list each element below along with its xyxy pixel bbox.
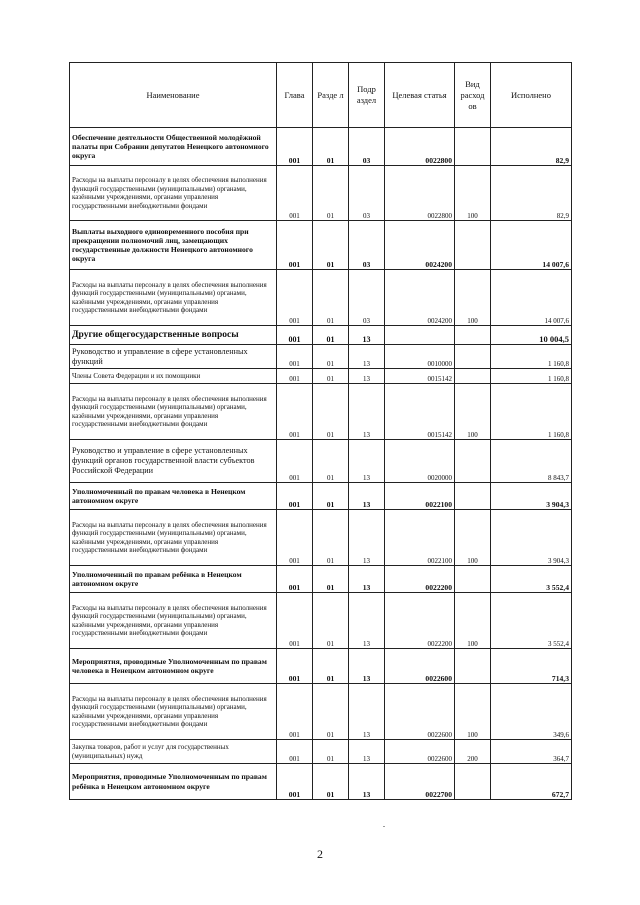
table-row xyxy=(70,166,572,221)
row-done: 82,9 xyxy=(491,166,572,221)
row-name: Расходы на выплаты персоналу в целях обеспечения выполнения функций государственными (муниципальными) органами, казёнными учреждениями, органами управления государственными внебюджетными фондами xyxy=(70,384,277,440)
row-vid xyxy=(455,326,491,345)
row-razdel: 01 xyxy=(313,764,349,800)
row-glava: 001 xyxy=(277,566,313,593)
row-vid: 100 xyxy=(455,684,491,740)
row-target: 0010000 xyxy=(385,345,455,369)
row-glava: 001 xyxy=(277,369,313,384)
row-glava: 001 xyxy=(277,649,313,684)
row-podrazdel: 13 xyxy=(349,566,385,593)
row-podrazdel: 03 xyxy=(349,270,385,326)
row-name: Другие общегосударственные вопросы xyxy=(70,326,277,345)
table-row xyxy=(70,345,572,369)
row-glava: 001 xyxy=(277,740,313,764)
row-name: Члены Совета Федерации и их помощники xyxy=(70,369,277,384)
table-row xyxy=(70,764,572,800)
row-vid: 100 xyxy=(455,593,491,649)
table-row xyxy=(70,440,572,483)
row-done: 3 904,3 xyxy=(491,483,572,510)
row-razdel: 01 xyxy=(313,510,349,566)
header-podrazdel: Подр аздел xyxy=(349,63,385,128)
row-razdel: 01 xyxy=(313,369,349,384)
row-podrazdel: 13 xyxy=(349,740,385,764)
row-glava: 001 xyxy=(277,345,313,369)
table-row xyxy=(70,740,572,764)
table-row xyxy=(70,649,572,684)
row-done: 364,7 xyxy=(491,740,572,764)
row-razdel: 01 xyxy=(313,166,349,221)
row-target: 0022600 xyxy=(385,684,455,740)
row-podrazdel: 13 xyxy=(349,510,385,566)
row-done: 1 160,8 xyxy=(491,384,572,440)
row-target: 0024200 xyxy=(385,221,455,270)
row-podrazdel: 13 xyxy=(349,345,385,369)
table-row xyxy=(70,128,572,166)
row-target xyxy=(385,326,455,345)
row-glava: 001 xyxy=(277,221,313,270)
row-target: 0015142 xyxy=(385,369,455,384)
row-done: 672,7 xyxy=(491,764,572,800)
row-target: 0024200 xyxy=(385,270,455,326)
row-done: 1 160,8 xyxy=(491,345,572,369)
row-razdel: 01 xyxy=(313,128,349,166)
row-razdel: 01 xyxy=(313,221,349,270)
row-name: Уполномоченный по правам ребёнка в Ненецком автономном округе xyxy=(70,566,277,593)
row-razdel: 01 xyxy=(313,440,349,483)
header-executed: Исполнено xyxy=(491,63,572,128)
header-target-article: Целевая статья xyxy=(385,63,455,128)
row-vid xyxy=(455,566,491,593)
row-glava: 001 xyxy=(277,166,313,221)
row-glava: 001 xyxy=(277,326,313,345)
row-podrazdel: 03 xyxy=(349,221,385,270)
row-target: 0022100 xyxy=(385,483,455,510)
row-name: Расходы на выплаты персоналу в целях обеспечения выполнения функций государственными (муниципальными) органами, казёнными учреждениями, органами управления государственными внебюджетными фондами xyxy=(70,510,277,566)
row-name: Расходы на выплаты персоналу в целях обеспечения выполнения функций государственными (муниципальными) органами, казёнными учреждениями, органами управления государственными внебюджетными фондами xyxy=(70,166,277,221)
row-razdel: 01 xyxy=(313,345,349,369)
row-vid: 100 xyxy=(455,166,491,221)
row-glava: 001 xyxy=(277,440,313,483)
row-glava: 001 xyxy=(277,510,313,566)
row-done: 10 004,5 xyxy=(491,326,572,345)
table-row xyxy=(70,384,572,440)
row-name: Закупка товаров, работ и услуг для государственных (муниципальных) нужд xyxy=(70,740,277,764)
row-target: 0022600 xyxy=(385,740,455,764)
table-row xyxy=(70,369,572,384)
row-glava: 001 xyxy=(277,483,313,510)
row-podrazdel: 13 xyxy=(349,326,385,345)
row-glava: 001 xyxy=(277,128,313,166)
row-vid xyxy=(455,128,491,166)
row-podrazdel: 13 xyxy=(349,369,385,384)
row-podrazdel: 13 xyxy=(349,684,385,740)
row-done: 8 843,7 xyxy=(491,440,572,483)
header-glava: Глава xyxy=(277,63,313,128)
row-done: 1 160,8 xyxy=(491,369,572,384)
row-vid: 200 xyxy=(455,740,491,764)
table-row xyxy=(70,510,572,566)
row-glava: 001 xyxy=(277,270,313,326)
row-razdel: 01 xyxy=(313,740,349,764)
row-target: 0022800 xyxy=(385,128,455,166)
row-vid: 100 xyxy=(455,510,491,566)
row-vid xyxy=(455,483,491,510)
header-expense-type: Вид расход ов xyxy=(455,63,491,128)
table-row xyxy=(70,326,572,345)
row-razdel: 01 xyxy=(313,566,349,593)
table-row xyxy=(70,270,572,326)
row-name: Руководство и управление в сфере установленных функций органов государственной власти субъектов Российской Федерации xyxy=(70,440,277,483)
row-vid xyxy=(455,369,491,384)
row-razdel: 01 xyxy=(313,593,349,649)
row-name: Расходы на выплаты персоналу в целях обеспечения выполнения функций государственными (муниципальными) органами, казёнными учреждениями, органами управления государственными внебюджетными фондами xyxy=(70,270,277,326)
row-vid: 100 xyxy=(455,384,491,440)
table-row xyxy=(70,221,572,270)
row-podrazdel: 13 xyxy=(349,649,385,684)
row-podrazdel: 13 xyxy=(349,440,385,483)
row-done: 14 007,6 xyxy=(491,270,572,326)
table-row xyxy=(70,593,572,649)
row-podrazdel: 13 xyxy=(349,483,385,510)
header-name: Наименование xyxy=(70,63,277,128)
row-podrazdel: 13 xyxy=(349,764,385,800)
scan-speck xyxy=(383,826,385,827)
row-glava: 001 xyxy=(277,384,313,440)
row-glava: 001 xyxy=(277,593,313,649)
row-podrazdel: 13 xyxy=(349,384,385,440)
row-target: 0022200 xyxy=(385,566,455,593)
row-vid xyxy=(455,764,491,800)
row-target: 0022700 xyxy=(385,764,455,800)
row-vid xyxy=(455,440,491,483)
page-number: 2 xyxy=(317,847,323,861)
row-done: 3 904,3 xyxy=(491,510,572,566)
row-razdel: 01 xyxy=(313,483,349,510)
row-podrazdel: 13 xyxy=(349,593,385,649)
row-done: 82,9 xyxy=(491,128,572,166)
row-vid xyxy=(455,221,491,270)
row-target: 0022200 xyxy=(385,593,455,649)
row-razdel: 01 xyxy=(313,326,349,345)
row-podrazdel: 03 xyxy=(349,128,385,166)
header-razdel: Разде л xyxy=(313,63,349,128)
row-vid xyxy=(455,649,491,684)
row-target: 0022100 xyxy=(385,510,455,566)
row-done: 14 007,6 xyxy=(491,221,572,270)
row-done: 714,3 xyxy=(491,649,572,684)
row-glava: 001 xyxy=(277,764,313,800)
row-done: 3 552,4 xyxy=(491,566,572,593)
row-razdel: 01 xyxy=(313,649,349,684)
row-name: Расходы на выплаты персоналу в целях обеспечения выполнения функций государственными (муниципальными) органами, казёнными учреждениями, органами управления государственными внебюджетными фондами xyxy=(70,684,277,740)
row-target: 0015142 xyxy=(385,384,455,440)
row-name: Уполномоченный по правам человека в Ненецком автономном округе xyxy=(70,483,277,510)
row-done: 3 552,4 xyxy=(491,593,572,649)
row-name: Мероприятия, проводимые Уполномоченным по правам ребёнка в Ненецком автономном округе xyxy=(70,764,277,800)
table-row xyxy=(70,684,572,740)
row-target: 0020000 xyxy=(385,440,455,483)
row-name: Расходы на выплаты персоналу в целях обеспечения выполнения функций государственными (муниципальными) органами, казёнными учреждениями, органами управления государственными внебюджетными фондами xyxy=(70,593,277,649)
table-header-row xyxy=(70,63,572,128)
row-done: 349,6 xyxy=(491,684,572,740)
row-razdel: 01 xyxy=(313,384,349,440)
table-row xyxy=(70,483,572,510)
budget-table xyxy=(69,62,572,800)
row-podrazdel: 03 xyxy=(349,166,385,221)
row-glava: 001 xyxy=(277,684,313,740)
row-name: Мероприятия, проводимые Уполномоченным по правам человека в Ненецком автономном округе xyxy=(70,649,277,684)
row-target: 0022800 xyxy=(385,166,455,221)
table-row xyxy=(70,566,572,593)
row-vid: 100 xyxy=(455,270,491,326)
row-name: Руководство и управление в сфере установленных функций xyxy=(70,345,277,369)
row-razdel: 01 xyxy=(313,684,349,740)
row-target: 0022600 xyxy=(385,649,455,684)
row-vid xyxy=(455,345,491,369)
row-name: Обеспечение деятельности Общественной молодёжной палаты при Собрании депутатов Ненецкого автономного округа xyxy=(70,128,277,166)
row-razdel: 01 xyxy=(313,270,349,326)
row-name: Выплаты выходного единовременного пособия при прекращении полномочий лиц, замещающих государственные должности Ненецкого автономного округа xyxy=(70,221,277,270)
